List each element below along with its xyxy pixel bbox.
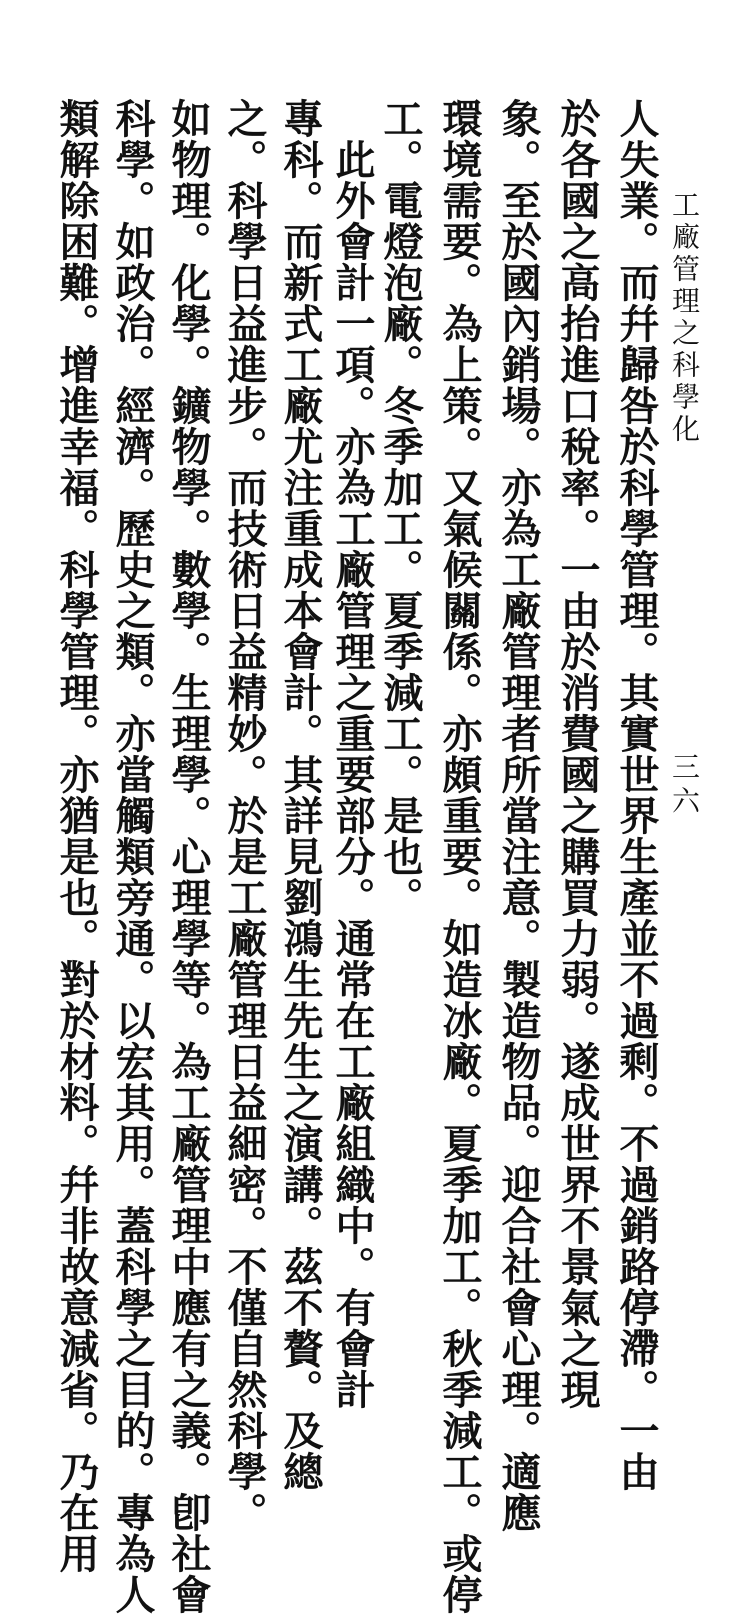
text-column-11: 類解除困難。增進幸福。科學管理。亦猶是也。對於材料。幷非故意減省。乃在用 — [53, 98, 100, 1574]
text-column-7: 專科。而新式工廠尤注重成本會計。其詳見劉鴻生先生之演講。茲不贅。及總 — [277, 98, 324, 1492]
text-column-10: 科學。如政治。經濟。歷史之類。亦當觸類旁通。以宏其用。蓋科學之目的。專為人 — [109, 98, 156, 1615]
text-column-5: 工。電燈泡廠。冬季加工。夏季減工。是也。 — [377, 98, 424, 918]
text-column-8: 之。科學日益進步。而技術日益精妙。於是工廠管理日益細密。不僅自然科學。 — [221, 98, 268, 1533]
text-column-1: 人失業。而幷歸咎於科學管理。其實世界生產並不過剩。不過銷路停滯。一由 — [613, 98, 660, 1492]
text-column-6: 此外會計一項。亦為工廠管理之重要部分。通常在工廠組織中。有會計 — [329, 98, 376, 1410]
page-number: 三六 — [668, 752, 701, 820]
text-column-2: 於各國之高抬進口稅率。一由於消費國之購買力弱。遂成世界不景氣之現 — [554, 98, 601, 1410]
text-column-3: 象。至於國內銷場。亦為工廠管理者所當注意。製造物品。迎合社會心理。適應 — [495, 98, 542, 1533]
text-column-9: 如物理。化學。鑛物學。數學。生理學。心理學等。為工廠管理中應有之義。卽社會 — [165, 98, 212, 1615]
running-title: 工廠管理之科學化 — [668, 190, 701, 446]
text-column-4: 環境需要。為上策。又氣候關係。亦頗重要。如造冰廠。夏季加工。秋季減工。或停 — [436, 98, 483, 1615]
